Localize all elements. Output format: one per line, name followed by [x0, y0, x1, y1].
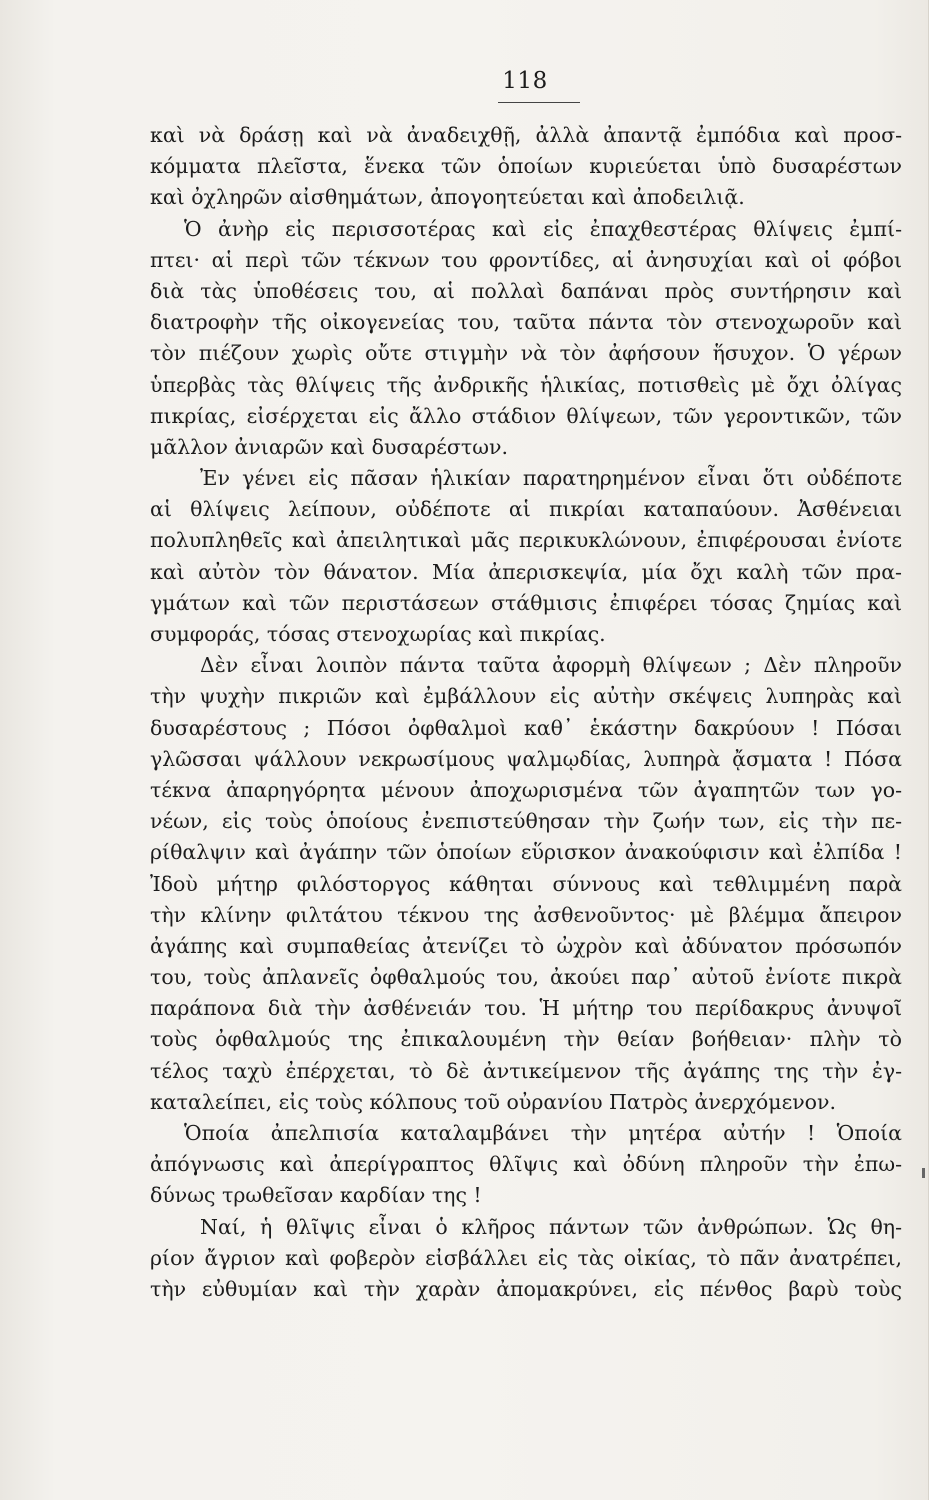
text-line: ἀγάπης καὶ συμπαθείας ἀτενίζει τὸ ὠχρὸν καὶ ἀδύνατον πρόσωπόν	[150, 933, 902, 958]
text-line: του, τοὺς ἀπλανεῖς ὀφθαλμούς του, ἀκούει παρ᾿ αὐτοῦ ἐνίοτε πικρὰ	[150, 965, 902, 990]
text-line: καὶ αὐτὸν τὸν θάνατον. Μία ἀπερισκεψία, μία ὄχι καλὴ τῶν πρα-	[150, 559, 902, 584]
text-line: καὶ νὰ δράσῃ καὶ νὰ ἀναδειχθῇ, ἀλλὰ ἀπαντᾷ ἐμπόδια καὶ προσ-	[150, 123, 902, 147]
text-line: αἱ θλίψεις λείπουν, οὐδέποτε αἱ πικρίαι καταπαύουν. Ἀσθένειαι	[150, 497, 902, 522]
text-line: ρίον ἄγριον καὶ φοβερὸν εἰσβάλλει εἰς τὰς οἰκίας, τὸ πᾶν ἀνατρέπει,	[150, 1245, 902, 1270]
text-line: κόμματα πλεῖστα, ἕνεκα τῶν ὁποίων κυριεύεται ὑπὸ δυσαρέστων	[150, 154, 902, 179]
text-line: Ἐν γένει εἰς πᾶσαν ἡλικίαν παρατηρημένον εἶναι ὅτι οὐδέποτε	[200, 466, 902, 491]
text-line: πικρίας, εἰσέρχεται εἰς ἄλλο στάδιον θλίψεων, τῶν γεροντικῶν, τῶν	[150, 403, 902, 428]
text-line: τὴν ψυχὴν πικριῶν καὶ ἐμβάλλουν εἰς αὐτὴν σκέψεις λυπηρὰς καὶ	[150, 684, 902, 709]
text-line: πτει· αἱ περὶ τῶν τέκνων του φροντίδες, αἱ ἀνησυχίαι καὶ οἱ φόβοι	[150, 247, 902, 272]
text-line: πολυπληθεῖς καὶ ἀπειλητικαὶ μᾶς περικυκλώνουν, ἐπιφέρουσαι ἐνίοτε	[150, 528, 902, 553]
body-text	[150, 120, 902, 1305]
text-line: νέων, εἰς τοὺς ὁποίους ἐνεπιστεύθησαν τὴν ζωήν των, εἰς τὴν πε-	[150, 809, 902, 834]
text-line: μᾶλλον ἀνιαρῶν καὶ δυσαρέστων.	[150, 434, 508, 459]
text-line: τοὺς ὀφθαλμούς της ἐπικαλουμένη τὴν θείαν βοήθειαν· πλὴν τὸ	[150, 1027, 902, 1052]
text-line: δυσαρέστους ; Πόσοι ὀφθαλμοὶ καθ᾿ ἑκάστην δακρύουν ! Πόσαι	[150, 715, 902, 740]
text-line: παράπονα διὰ τὴν ἀσθένειάν του. Ἡ μήτηρ του περίδακρυς ἀνυψοῖ	[150, 996, 902, 1021]
text-line: τὸν πιέζουν χωρὶς οὔτε στιγμὴν νὰ τὸν ἀφήσουν ἥσυχον. Ὁ γέρων	[150, 341, 902, 366]
text-line: διατροφὴν τῆς οἰκογενείας του, ταῦτα πάντα τὸν στενοχωροῦν καὶ	[150, 310, 902, 335]
text-line: δύνως τρωθεῖσαν καρδίαν της !	[150, 1183, 482, 1208]
text-line: τέκνα ἀπαρηγόρητα μένουν ἀποχωρισμένα τῶν ἀγαπητῶν των γο-	[150, 777, 902, 802]
text-line: Ὁ ἀνὴρ εἰς περισσοτέρας καὶ εἰς ἐπαχθεστέρας θλίψεις ἐμπί-	[184, 216, 902, 241]
text-line: καταλείπει, εἰς τοὺς κόλπους τοῦ οὐρανίου Πατρὸς ἀνερχόμενον.	[150, 1089, 836, 1114]
text-line: Ὁποία ἀπελπισία καταλαμβάνει τὴν μητέρα αὐτήν ! Ὁποία	[184, 1121, 902, 1145]
text-line: τὴν εὐθυμίαν καὶ τὴν χαρὰν ἀπομακρύνει, εἰς πένθος βαρὺ τοὺς	[150, 1276, 902, 1301]
text-line: ὑπερβὰς τὰς θλίψεις τῆς ἀνδρικῆς ἡλικίας, ποτισθεὶς μὲ ὄχι ὀλίγας	[150, 372, 902, 397]
header-rule	[498, 102, 580, 103]
text-line: γμάτων καὶ τῶν περιστάσεων στάθμισις ἐπιφέρει τόσας ζημίας καὶ	[150, 590, 902, 615]
margin-mark	[922, 1168, 925, 1178]
text-line: ρίθαλψιν καὶ ἀγάπην τῶν ὁποίων εὕρισκον ἀνακούφισιν καὶ ἐλπίδα !	[150, 840, 902, 865]
text-line: Ἰδοὺ μήτηρ φιλόστοργος κάθηται σύννους καὶ τεθλιμμένη παρὰ	[150, 871, 902, 896]
text-line: ἀπόγνωσις καὶ ἀπερίγραπτος θλῖψις καὶ ὀδύνη πληροῦν τὴν ἐπω-	[150, 1152, 902, 1177]
text-line: γλῶσσαι ψάλλουν νεκρωσίμους ψαλμῳδίας, λυπηρὰ ᾄσματα ! Πόσα	[150, 746, 902, 771]
text-line: διὰ τὰς ὑποθέσεις του, αἱ πολλαὶ δαπάναι πρὸς συντήρησιν καὶ	[150, 278, 902, 303]
text-line: Δὲν εἶναι λοιπὸν πάντα ταῦτα ἀφορμὴ θλίψεων ; Δὲν πληροῦν	[200, 653, 902, 678]
text-line: τὴν κλίνην φιλτάτου τέκνου της ἀσθενοῦντος· μὲ βλέμμα ἄπειρον	[150, 902, 902, 927]
text-line: καὶ ὀχληρῶν αἰσθημάτων, ἀπογοητεύεται καὶ ἀποδειλιᾷ.	[150, 185, 745, 210]
page-number: 118	[502, 68, 548, 94]
text-line: Ναί, ἡ θλῖψις εἶναι ὁ κλῆρος πάντων τῶν ἀνθρώπων. Ὡς θη-	[200, 1214, 902, 1239]
text-line: τέλος ταχὺ ἐπέρχεται, τὸ δὲ ἀντικείμενον τῆς ἀγάπης της τὴν ἐγ-	[150, 1058, 902, 1083]
text-line: συμφοράς, τόσας στενοχωρίας καὶ πικρίας.	[150, 622, 606, 646]
